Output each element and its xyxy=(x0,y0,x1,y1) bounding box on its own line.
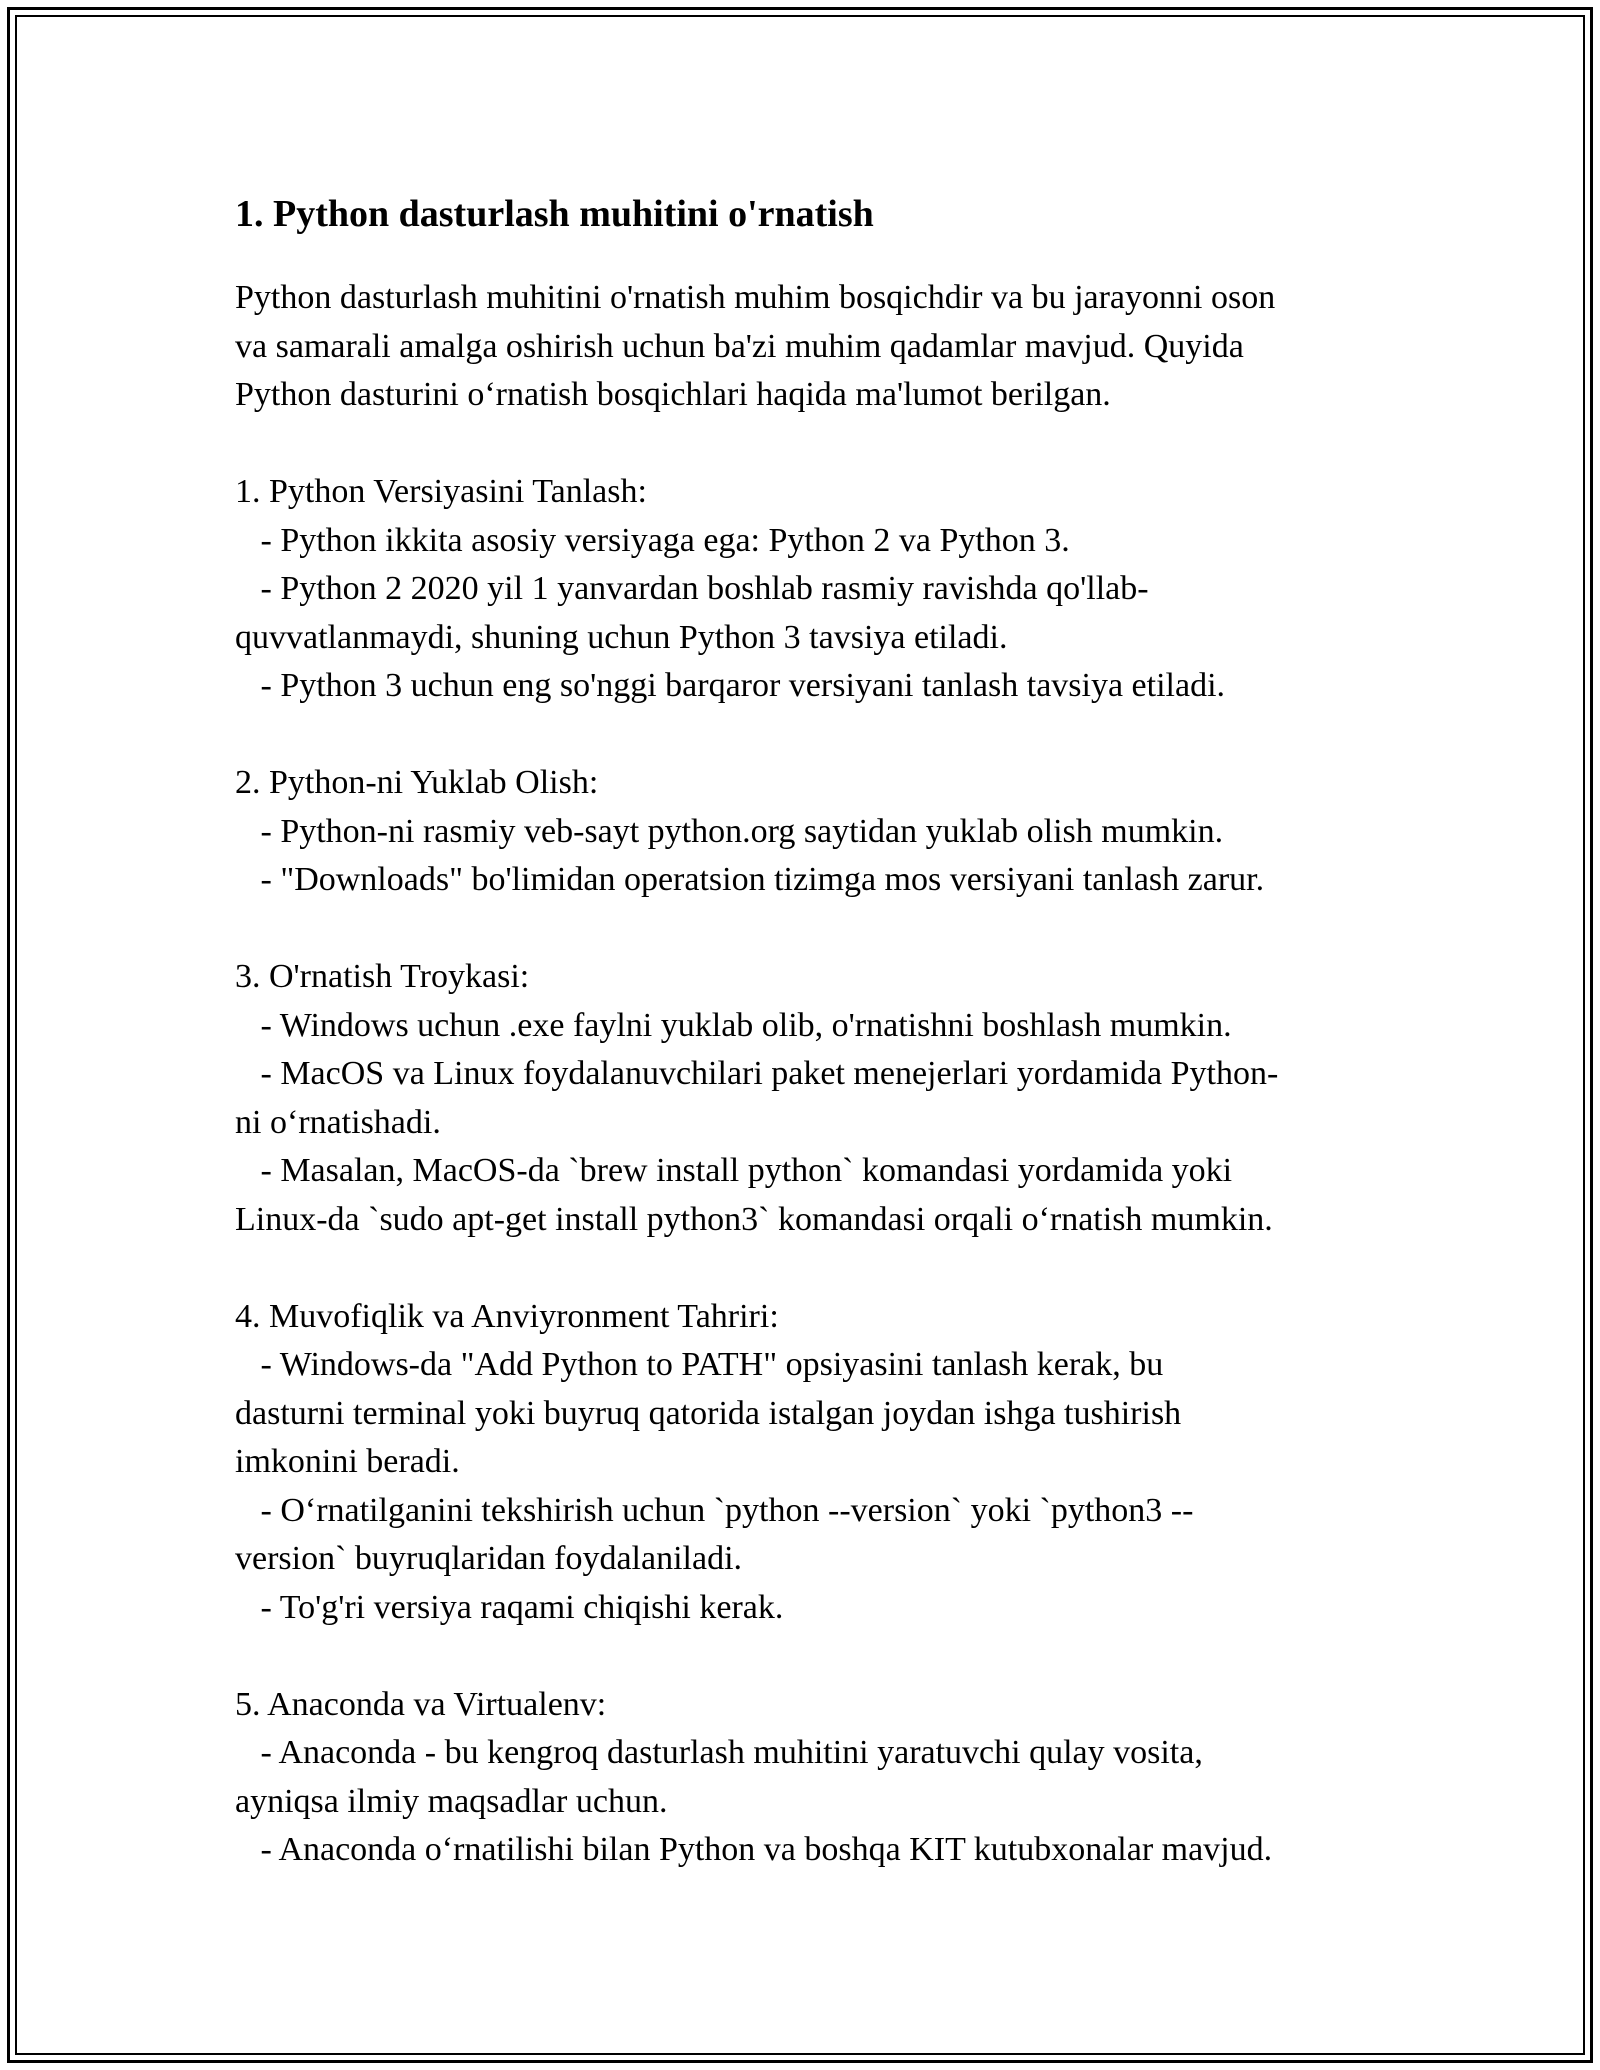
section-line: - Anaconda o‘rnatilishi bilan Python va boshqa KIT kutubxonalar mavjud. xyxy=(235,1831,1273,1868)
section-line: - Windows-da "Add Python to PATH" opsiyasini tanlash kerak, bu xyxy=(235,1346,1164,1383)
intro-paragraph xyxy=(235,274,1365,420)
section-line: - MacOS va Linux foydalanuvchilari paket menejerlari yordamida Python- xyxy=(235,1055,1279,1092)
section-line: version` buyruqlaridan foydalaniladi. xyxy=(235,1540,743,1577)
section-line: ayniqsa ilmiy maqsadlar uchun. xyxy=(235,1782,668,1820)
section-download xyxy=(235,759,1365,905)
section-line: - To'g'ri versiya raqami chiqishi kerak. xyxy=(235,1588,784,1626)
section-heading: 3. O'rnatish Troykasi: xyxy=(235,958,530,995)
section-line: - O‘rnatilganini tekshirish uchun `python --version` yoki `python3 -- xyxy=(235,1491,1194,1529)
intro-line: Python dasturini o‘rnatish bosqichlari haqida ma'lumot berilgan. xyxy=(235,376,1111,413)
section-line: - Python ikkita asosiy versiyaga ega: Python 2 va Python 3. xyxy=(235,521,1070,559)
section-line: dasturni terminal yoki buyruq qatorida istalgan joydan ishga tushirish xyxy=(235,1394,1182,1432)
section-heading: 2. Python-ni Yuklab Olish: xyxy=(235,764,599,801)
section-python-version xyxy=(235,468,1365,711)
section-line: - Windows uchun .exe faylni yuklab olib, o'rnatishni boshlash mumkin. xyxy=(235,1006,1232,1044)
intro-line: va samarali amalga oshirish uchun ba'zi muhim qadamlar mavjud. Quyida xyxy=(235,327,1244,365)
section-line: - Masalan, MacOS-da `brew install python` komandasi yordamida yoki xyxy=(235,1152,1233,1189)
section-line: quvvatlanmaydi, shuning uchun Python 3 tavsiya etiladi. xyxy=(235,618,1008,656)
section-line: ni o‘rnatishadi. xyxy=(235,1103,441,1141)
section-line: imkonini beradi. xyxy=(235,1443,460,1480)
section-line: - Python 2 2020 yil 1 yanvardan boshlab rasmiy ravishda qo'llab- xyxy=(235,570,1149,607)
section-anaconda xyxy=(235,1681,1365,1875)
section-heading: 5. Anaconda va Virtualenv: xyxy=(235,1685,607,1723)
section-heading: 4. Muvofiqlik va Anviyronment Tahriri: xyxy=(235,1297,779,1335)
section-line: - "Downloads" bo'limidan operatsion tizimga mos versiyani tanlash zarur. xyxy=(235,861,1265,898)
intro-line: Python dasturlash muhitini o'rnatish muhim bosqichdir va bu jarayonni oson xyxy=(235,279,1276,316)
document-title: 1. Python dasturlash muhitini o'rnatish xyxy=(235,193,874,235)
section-line: - Python-ni rasmiy veb-sayt python.org saytidan yuklab olish mumkin. xyxy=(235,812,1224,850)
section-line: Linux-da `sudo apt-get install python3` komandasi orqali o‘rnatish mumkin. xyxy=(235,1200,1273,1238)
section-line: - Python 3 uchun eng so'nggi barqaror versiyani tanlash tavsiya etiladi. xyxy=(235,667,1226,704)
section-environment xyxy=(235,1293,1365,1633)
section-installation xyxy=(235,953,1365,1244)
document-body xyxy=(235,186,1365,1875)
section-heading: 1. Python Versiyasini Tanlash: xyxy=(235,473,647,510)
section-line: - Anaconda - bu kengroq dasturlash muhitini yaratuvchi qulay vosita, xyxy=(235,1734,1203,1771)
